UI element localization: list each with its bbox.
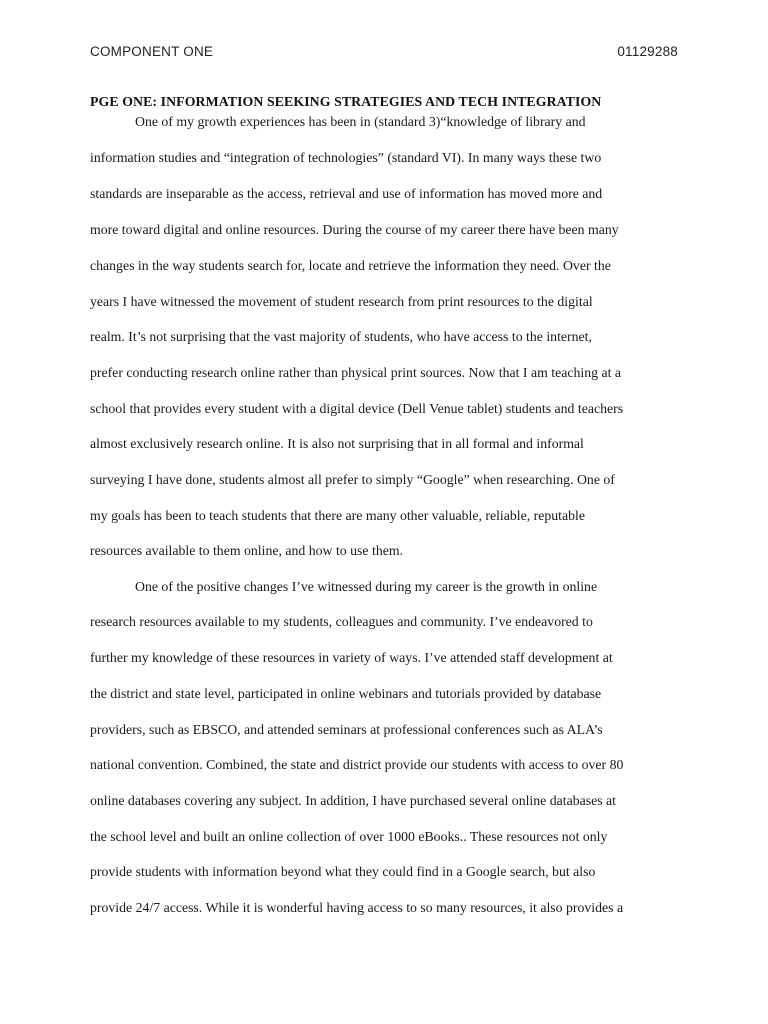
header-title: COMPONENT ONE [90,44,214,59]
text-line: provide students with information beyond what they could find in a Google search, but also [90,864,596,879]
text-line: the school level and built an online collection of over 1000 eBooks.. These resources not only [90,829,608,844]
text-line: national convention. Combined, the state and district provide our students with access to over 80 [90,757,624,772]
text-line: information studies and “integration of technologies” (standard VI). In many ways these two [90,150,602,165]
text-line: surveying I have done, students almost all prefer to simply “Google” when researching. One of [90,472,615,487]
header-id-number: 01129288 [617,44,678,59]
text-line: prefer conducting research online rather than physical print sources. Now that I am teaching at a [90,365,621,380]
text-line: the district and state level, participated in online webinars and tutorials provided by database [90,686,602,701]
text-line: providers, such as EBSCO, and attended seminars at professional conferences such as ALA’s [90,722,603,737]
text-line: standards are inseparable as the access, retrieval and use of information has moved more and [90,186,603,201]
section-heading: PGE ONE: INFORMATION SEEKING STRATEGIES AND TECH INTEGRATION [90,94,602,109]
text-line: research resources available to my students, colleagues and community. I’ve endeavored to [90,614,593,629]
text-line: almost exclusively research online. It is also not surprising that in all formal and informal [90,436,584,451]
text-line: online databases covering any subject. In addition, I have purchased several online databases at [90,793,617,808]
text-line: resources available to them online, and how to use them. [90,543,404,558]
text-line: realm. It’s not surprising that the vast majority of students, who have access to the internet, [90,329,592,344]
text-line: One of the positive changes I’ve witnessed during my career is the growth in online [135,579,598,594]
text-line: my goals has been to teach students that there are many other valuable, reliable, reputable [90,508,585,523]
text-line: further my knowledge of these resources in variety of ways. I’ve attended staff development at [90,650,613,665]
text-line: more toward digital and online resources. During the course of my career there have been many [90,222,619,237]
text-line: One of my growth experiences has been in (standard 3)“knowledge of library and [135,114,586,129]
text-line: years I have witnessed the movement of student research from print resources to the digital [90,294,593,309]
text-line: changes in the way students search for, locate and retrieve the information they need. Over the [90,258,611,273]
text-line: provide 24/7 access. While it is wonderful having access to so many resources, it also provides a [90,900,624,915]
text-line: school that provides every student with a digital device (Dell Venue tablet) students and teachers [90,401,624,416]
